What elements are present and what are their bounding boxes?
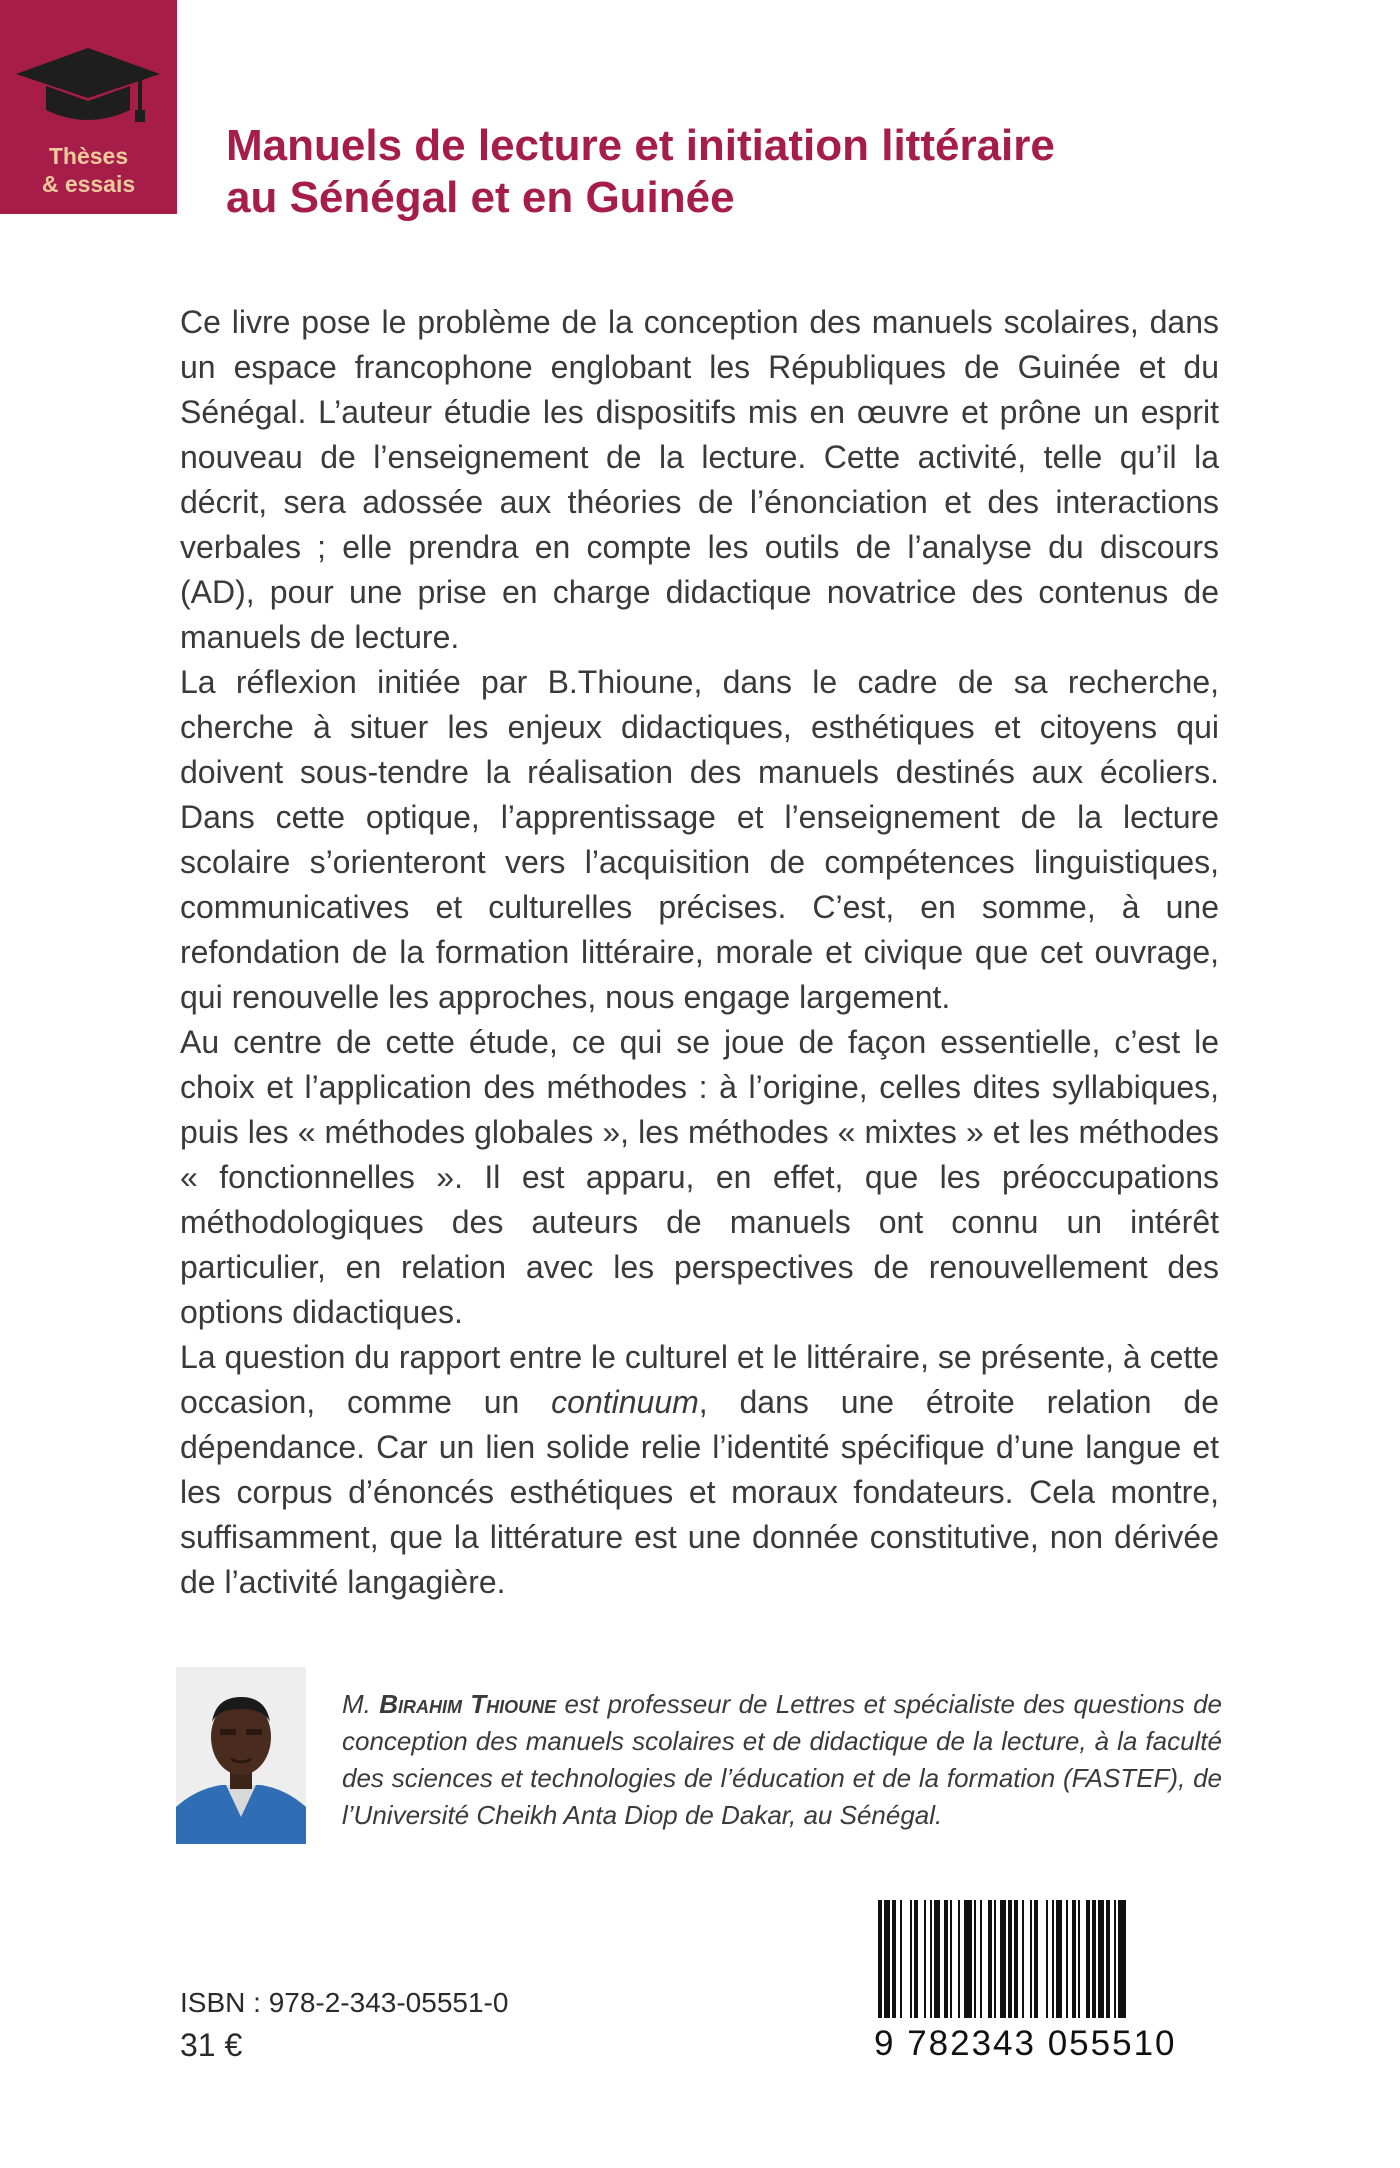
barcode-bar	[1066, 1900, 1068, 2018]
paragraph-1: Ce livre pose le problème de la conception des manuels scolaires, dans un espace francophone englobant les Républiques de Guinée et du Sénégal. L’auteur étudie les dispositifs mis en œuvre et prône un esprit nouveau de l’enseignement de la lecture. Cette activité, telle qu’il la décrit, sera adossée aux théories de l’énonciation et des interactions verbales ; elle prendra en compte les outils de l’analyse du discours (AD), pour une prise en charge didactique novatrice des contenus de manuels de lecture.	[180, 304, 1219, 655]
author-description: est professeur de Lettres et spécialiste des questions de conception des manuels scolaires et de didactique de la lecture, à la faculté des sciences et technologies de l’éducation et de la formation (FASTEF), de l’Université Cheikh Anta Diop de Dakar, au Sénégal.	[342, 1689, 1222, 1830]
barcode-bar	[1008, 1900, 1012, 2018]
barcode-bar	[900, 1900, 902, 2018]
barcode-bar	[1098, 1900, 1104, 2018]
barcode-bar	[924, 1900, 926, 2018]
author-name: Birahim Thioune	[379, 1689, 557, 1719]
isbn: ISBN : 978-2-343-05551-0	[180, 1987, 509, 2018]
barcode-bar	[1078, 1900, 1080, 2018]
barcode-bar	[910, 1900, 912, 2018]
barcode-digits: 9 782343 055510	[874, 2024, 1177, 2063]
barcode-bar	[1014, 1900, 1018, 2018]
barcode-bar	[1092, 1900, 1096, 2018]
paragraph-4-italic: continuum	[551, 1384, 699, 1420]
author-photo	[176, 1667, 306, 1844]
barcode-bar	[930, 1900, 932, 2018]
barcode-bar	[964, 1900, 972, 2018]
barcode-bar	[980, 1900, 982, 2018]
paragraph-3: Au centre de cette étude, ce qui se joue de façon essentielle, c’est le choix et l’application des méthodes : à l’origine, celles dites syllabiques, puis les « méthodes globales », les méthodes « mixtes » et les méthodes « fonctionnelles ». Il est apparu, en effet, que les préoccupations méthodologiques des auteurs de manuels ont connu un intérêt particulier, en relation avec les perspectives de renouvellement des options didactiques.	[180, 1024, 1219, 1330]
barcode-bar	[994, 1900, 996, 2018]
author-bio	[342, 1686, 1222, 1834]
badge-line-1: Thèses	[48, 143, 129, 169]
badge-line-2: & essais	[41, 171, 136, 197]
barcode-bar	[958, 1900, 960, 2018]
paragraph-4-end: , dans une étroite relation de dépendance. Car un lien solide relie l’identité spécifique d’une langue et les corpus d’énoncés esthétiques et moraux fondateurs. Cela montre, suffisamment, que la littérature est une donnée constitutive, non dérivée de l’activité langagière.	[180, 1384, 1220, 1600]
back-cover-text	[180, 300, 1219, 1605]
barcode-bar	[1072, 1900, 1076, 2018]
barcode-bar	[950, 1900, 952, 2018]
price: 31 €	[180, 2027, 243, 2063]
barcode-bar	[1086, 1900, 1090, 2018]
barcode-bar	[1118, 1900, 1126, 2018]
collection-badge	[0, 0, 177, 214]
barcode-bar	[974, 1900, 976, 2018]
book-title	[226, 120, 1326, 224]
barcode-bar	[1056, 1900, 1062, 2018]
title-line-2: au Sénégal et en Guinée	[226, 173, 735, 222]
paragraph-2: La réflexion initiée par B.Thioune, dans le cadre de sa recherche, cherche à situer les enjeux didactiques, esthétiques et citoyens qui doivent sous-tendre la réalisation des manuels destinés aux écoliers. Dans cette optique, l’apprentissage et l’enseignement de la lecture scolaire s’orienteront vers l’acquisition de compétences linguistiques, communicatives et culturelles précises. C’est, en somme, à une refondation de la formation littéraire, morale et civique que cet ouvrage, qui renouvelle les approches, nous engage largement.	[180, 664, 1219, 1015]
title-line-1: Manuels de lecture et initiation littéraire	[226, 121, 1055, 170]
barcode-bar	[1022, 1900, 1024, 2018]
barcode-bar	[988, 1900, 992, 2018]
barcode-bar	[1000, 1900, 1006, 2018]
paragraph-4	[180, 1335, 1219, 1605]
graduation-cap-icon	[14, 46, 163, 124]
barcode-bar	[892, 1900, 896, 2018]
barcode-bar	[944, 1900, 948, 2018]
barcode-bar	[878, 1900, 882, 2018]
barcode-bar	[1106, 1900, 1110, 2018]
barcode-bar	[1030, 1900, 1032, 2018]
barcode-bar	[1046, 1900, 1048, 2018]
barcode-bar	[1034, 1900, 1038, 2018]
barcode-bar	[934, 1900, 940, 2018]
barcode-bar	[1052, 1900, 1054, 2018]
barcode-bar	[1114, 1900, 1116, 2018]
barcode-bar	[914, 1900, 918, 2018]
barcode-bar	[884, 1900, 890, 2018]
author-prefix: M.	[342, 1689, 380, 1719]
paragraph-4-start: La question du rapport entre le culturel et le littéraire, se présente, à cette occasion, comme un	[180, 1339, 1219, 1420]
